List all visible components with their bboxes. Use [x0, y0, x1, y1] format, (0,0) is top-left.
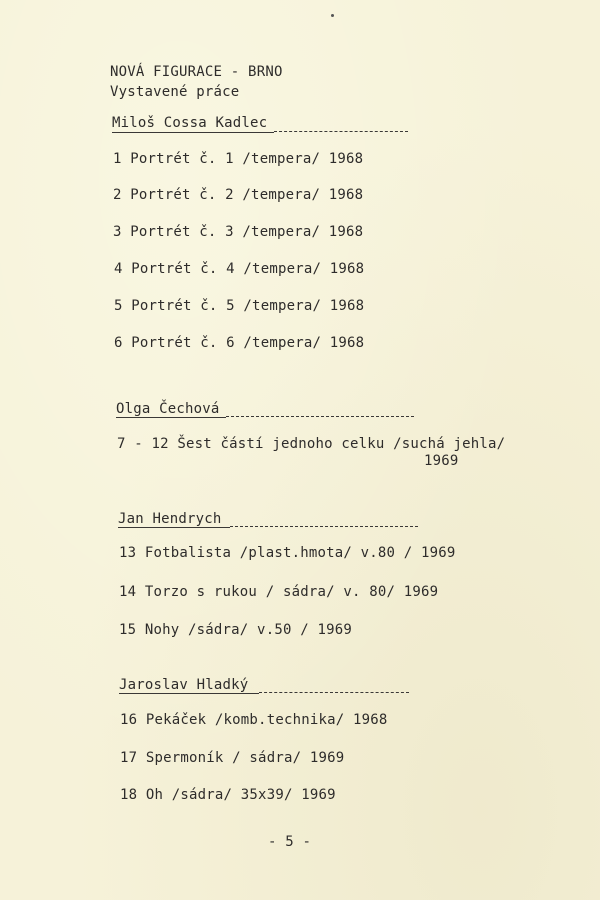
exhibit-item: 3 Portrét č. 3 /tempera/ 1968	[113, 224, 364, 240]
exhibit-item: 2 Portrét č. 2 /tempera/ 1968	[113, 187, 364, 203]
exhibit-item: 16 Pekáček /komb.technika/ 1968	[120, 712, 388, 728]
artist-underline	[119, 693, 259, 694]
exhibit-item-continuation: 1969	[424, 453, 459, 469]
artist-name: Miloš Cossa Kadlec	[112, 115, 268, 131]
artist-underline-dashes	[274, 131, 408, 132]
artist-name: Jan Hendrych	[118, 511, 222, 527]
artist-underline-dashes	[259, 692, 409, 693]
paper-speck	[331, 14, 334, 17]
artist-underline	[116, 417, 226, 418]
exhibit-item: 13 Fotbalista /plast.hmota/ v.80 / 1969	[119, 545, 456, 561]
exhibit-item: 15 Nohy /sádra/ v.50 / 1969	[119, 622, 352, 638]
exhibit-item: 6 Portrét č. 6 /tempera/ 1968	[114, 335, 365, 351]
exhibit-item: 4 Portrét č. 4 /tempera/ 1968	[114, 261, 365, 277]
exhibit-item: 7 - 12 Šest částí jednoho celku /suchá jehla/	[117, 436, 506, 452]
page-number: - 5 -	[268, 834, 312, 850]
document-subheading: Vystavené práce	[110, 84, 240, 100]
artist-underline	[112, 132, 274, 133]
artist-underline	[118, 527, 230, 528]
exhibit-item: 14 Torzo s rukou / sádra/ v. 80/ 1969	[119, 584, 439, 600]
artist-name: Jaroslav Hladký	[119, 677, 249, 693]
artist-underline-dashes	[230, 526, 418, 527]
artist-name: Olga Čechová	[116, 401, 220, 417]
artist-underline-dashes	[226, 416, 414, 417]
document-heading: NOVÁ FIGURACE - BRNO	[110, 64, 283, 80]
exhibit-item: 1 Portrét č. 1 /tempera/ 1968	[113, 151, 364, 167]
exhibit-item: 5 Portrét č. 5 /tempera/ 1968	[114, 298, 365, 314]
exhibit-item: 18 Oh /sádra/ 35x39/ 1969	[120, 787, 336, 803]
exhibit-item: 17 Spermoník / sádra/ 1969	[120, 750, 345, 766]
